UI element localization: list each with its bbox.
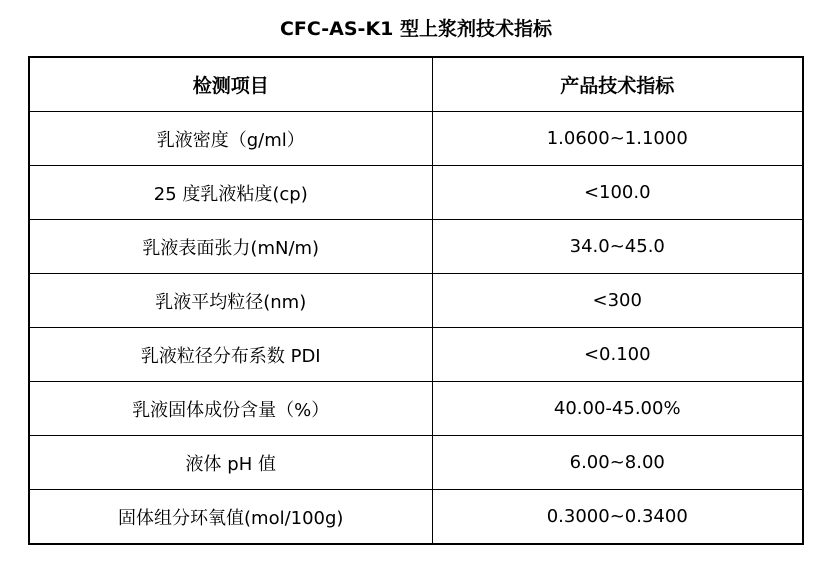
row-spec-cell: <300 xyxy=(432,274,803,328)
row-spec-cell: 0.3000~0.3400 xyxy=(432,490,803,545)
table-header-row xyxy=(29,57,803,112)
table-row xyxy=(29,328,803,382)
table-row xyxy=(29,112,803,166)
document-title: CFC-AS-K1 型上浆剂技术指标 xyxy=(279,18,553,40)
row-item-cell: 乳液粒径分布系数 PDI xyxy=(29,328,432,382)
row-item-cell: 固体组分环氧值(mol/100g) xyxy=(29,490,432,545)
row-item-cell: 乳液密度（g/ml） xyxy=(29,112,432,166)
table-row xyxy=(29,490,803,545)
row-item-cell: 液体 pH 值 xyxy=(29,436,432,490)
row-spec-cell: <0.100 xyxy=(432,328,803,382)
table-row xyxy=(29,274,803,328)
row-spec-cell: 6.00~8.00 xyxy=(432,436,803,490)
header-product-spec: 产品技术指标 xyxy=(432,57,803,112)
row-spec-cell: 34.0~45.0 xyxy=(432,220,803,274)
row-spec-cell: <100.0 xyxy=(432,166,803,220)
row-spec-cell: 1.0600~1.1000 xyxy=(432,112,803,166)
table-row xyxy=(29,220,803,274)
table-row xyxy=(29,436,803,490)
table-row xyxy=(29,382,803,436)
row-spec-cell: 40.00-45.00% xyxy=(432,382,803,436)
row-item-cell: 乳液表面张力(mN/m) xyxy=(29,220,432,274)
spec-table xyxy=(28,56,804,545)
row-item-cell: 乳液平均粒径(nm) xyxy=(29,274,432,328)
header-test-item: 检测项目 xyxy=(29,57,432,112)
table-row xyxy=(29,166,803,220)
row-item-cell: 25 度乳液粘度(cp) xyxy=(29,166,432,220)
row-item-cell: 乳液固体成份含量（%） xyxy=(29,382,432,436)
